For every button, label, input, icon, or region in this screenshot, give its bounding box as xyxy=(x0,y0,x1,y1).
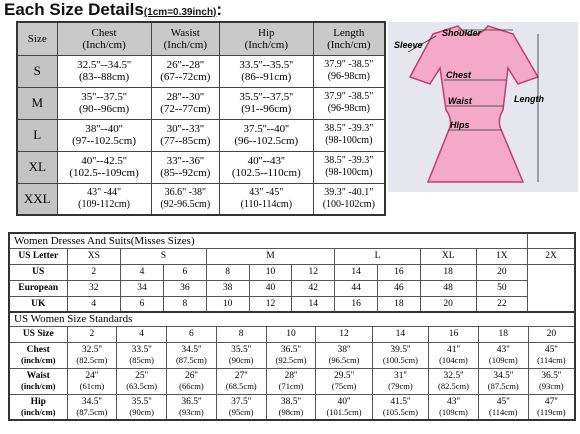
cell: 40'' (101.5cm) xyxy=(316,394,372,420)
cell: 41.5'' (105.5cm) xyxy=(372,394,428,420)
cell: 48 xyxy=(420,280,476,296)
us-chest-row xyxy=(9,342,575,368)
size-cell: 6 xyxy=(167,326,217,342)
cell: 6 xyxy=(121,296,164,312)
size-cell: 8 xyxy=(216,326,266,342)
row-label: US xyxy=(9,264,67,280)
women-dresses-table xyxy=(8,232,576,313)
size-chart-header-row xyxy=(17,22,385,55)
cell: 29.5'' (75cm) xyxy=(316,368,372,394)
size-chart-table xyxy=(16,21,386,216)
cell: 34.5'' (87.5cm) xyxy=(167,342,217,368)
length-cell: 38.5" -39.3" (98-100cm) xyxy=(313,151,385,183)
wd-letter-row xyxy=(9,248,575,264)
waist-cell: 28''--30'' (72--77cm) xyxy=(151,87,219,119)
cell: 36.5'' (93cm) xyxy=(528,368,575,394)
chest-cell: 40''--42.5'' (102.5--109cm) xyxy=(57,151,151,183)
header-length: Length (Inch/cm) xyxy=(313,22,385,55)
us-caption-row xyxy=(9,312,575,326)
cell: 35.5'' (90cm) xyxy=(117,394,167,420)
letter-xs: XS xyxy=(67,248,121,264)
cell: 38'' (96.5cm) xyxy=(316,342,372,368)
hip-cell: 33.5''--35.5'' (86--91cm) xyxy=(220,55,314,87)
length-cell: 37.9" -38.5" (96-98cm) xyxy=(313,55,385,87)
hips-label: Hips xyxy=(450,120,470,130)
cell: 20 xyxy=(476,264,528,280)
cell: 27'' (68.5cm) xyxy=(216,368,266,394)
sleeve-label: Sleeve xyxy=(394,40,423,50)
waist-cell: 33''--36'' (85--92cm) xyxy=(151,151,219,183)
cell: 28'' (71cm) xyxy=(266,368,316,394)
size-row-xxl xyxy=(17,183,385,215)
wd-caption: Women Dresses And Suits(Misses Sizes) xyxy=(9,233,528,248)
cell: 43'' (109cm) xyxy=(429,394,479,420)
us-waist-row xyxy=(9,368,575,394)
row-label: European xyxy=(9,280,67,296)
chest-label: Chest xyxy=(446,70,472,80)
cell: 14 xyxy=(292,296,335,312)
dress-measurement-diagram xyxy=(388,22,578,192)
chest-cell: 38''--40'' (97--102.5cm) xyxy=(57,119,151,151)
hip-cell: 37.5''--40'' (96--102.5cm) xyxy=(220,119,314,151)
cell: 31'' (79cm) xyxy=(372,368,428,394)
header-size: Size xyxy=(17,22,57,55)
size-label: XXL xyxy=(17,183,57,215)
cell: 10 xyxy=(249,264,292,280)
chest-cell: 43" -44" (109-112cm) xyxy=(57,183,151,215)
cell: 42 xyxy=(292,280,335,296)
size-cell: 4 xyxy=(117,326,167,342)
cell: 20 xyxy=(420,296,476,312)
letter-xl: XL xyxy=(420,248,476,264)
title-main: Each Size Details xyxy=(4,0,144,19)
size-label: L xyxy=(17,119,57,151)
cell: 43'' (109cm) xyxy=(478,342,528,368)
waist-cell: 26''--28'' (67--72cm) xyxy=(151,55,219,87)
cell: 18 xyxy=(377,296,420,312)
letter-l: L xyxy=(335,248,421,264)
length-cell: 39.3" -40.1" (100-102cm) xyxy=(313,183,385,215)
cell: 22 xyxy=(476,296,528,312)
cell: 44 xyxy=(335,280,378,296)
cell: 12 xyxy=(292,264,335,280)
cell: 45'' (114cm) xyxy=(478,394,528,420)
hip-cell: 40''--43'' (102.5--110cm) xyxy=(220,151,314,183)
row-label: Hip (inch/cm) xyxy=(9,394,67,420)
cell: 18 xyxy=(420,264,476,280)
cell: 47'' (119cm) xyxy=(528,394,575,420)
cell: 16 xyxy=(335,296,378,312)
cell: 36.5'' (92.5cm) xyxy=(266,342,316,368)
length-cell: 38.5" -39.3" (98-100cm) xyxy=(313,119,385,151)
letter-2x: 2X xyxy=(528,248,575,264)
us-women-size-table xyxy=(8,311,576,421)
size-cell: 12 xyxy=(316,326,372,342)
wd-letter-label: US Letter xyxy=(9,248,67,264)
header-chest: Chest (Inch/cm) xyxy=(57,22,151,55)
wd-european-row xyxy=(9,280,575,296)
row-label: Chest (inch/cm) xyxy=(9,342,67,368)
cell: 36.5'' (93cm) xyxy=(167,394,217,420)
size-cell: 20 xyxy=(528,326,575,342)
cell: 40 xyxy=(249,280,292,296)
row-label: Waist (inch/cm) xyxy=(9,368,67,394)
us-caption: US Women Size Standards xyxy=(9,312,575,326)
wd-caption-row xyxy=(9,233,575,248)
row-label: UK xyxy=(9,296,67,312)
size-row-s xyxy=(17,55,385,87)
size-row-xl xyxy=(17,151,385,183)
size-label: M xyxy=(17,87,57,119)
letter-1x: 1X xyxy=(476,248,528,264)
cell: 34 xyxy=(121,280,164,296)
cell: 12 xyxy=(249,296,292,312)
cell: 25'' (63.5cm) xyxy=(117,368,167,394)
cell: 6 xyxy=(163,264,206,280)
cell: 45'' (114cm) xyxy=(528,342,575,368)
shoulder-label: Shoulder xyxy=(442,28,482,38)
us-size-label: US Size xyxy=(9,326,67,342)
size-label: XL xyxy=(17,151,57,183)
size-cell: 2 xyxy=(67,326,117,342)
chest-cell: 32.5''--34.5'' (83--88cm) xyxy=(57,55,151,87)
cell: 36 xyxy=(163,280,206,296)
chest-cell: 35''--37.5'' (90--96cm) xyxy=(57,87,151,119)
cell: 16 xyxy=(377,264,420,280)
us-size-row xyxy=(9,326,575,342)
letter-s: S xyxy=(121,248,207,264)
cell: 38 xyxy=(206,280,249,296)
cell: 39.5'' (100.5cm) xyxy=(372,342,428,368)
letter-m: M xyxy=(206,248,334,264)
size-cell: 18 xyxy=(478,326,528,342)
size-cell: 10 xyxy=(266,326,316,342)
cell: 34.5'' (87.5cm) xyxy=(67,394,117,420)
cell: 14 xyxy=(335,264,378,280)
length-label: Length xyxy=(514,94,544,104)
size-row-l xyxy=(17,119,385,151)
size-label: S xyxy=(17,55,57,87)
cell: 41'' (104cm) xyxy=(429,342,479,368)
cell: 24'' (61cm) xyxy=(67,368,117,394)
cell: 50 xyxy=(476,280,528,296)
size-row-m xyxy=(17,87,385,119)
cell: 8 xyxy=(163,296,206,312)
hip-cell: 43" -45" (110-114cm) xyxy=(220,183,314,215)
cell: 2 xyxy=(67,264,121,280)
header-waist: Wasist (Inch/cm) xyxy=(151,22,219,55)
cell: 32.5'' (82.5cm) xyxy=(429,368,479,394)
cell: 46 xyxy=(377,280,420,296)
waist-label: Waist xyxy=(448,96,472,106)
title-colon: : xyxy=(216,0,223,19)
cell: 10 xyxy=(206,296,249,312)
us-hip-row xyxy=(9,394,575,420)
title-note: (1cm=0.39inch) xyxy=(143,7,217,18)
waist-cell: 30''--33'' (77--85cm) xyxy=(151,119,219,151)
cell: 38.5'' (98cm) xyxy=(266,394,316,420)
cell: 8 xyxy=(206,264,249,280)
size-cell: 16 xyxy=(429,326,479,342)
length-cell: 37.9" -38.5" (96-98cm) xyxy=(313,87,385,119)
cell: 26'' (66cm) xyxy=(167,368,217,394)
cell: 34.5'' (87.5cm) xyxy=(478,368,528,394)
cell: 4 xyxy=(67,296,121,312)
cell: 4 xyxy=(121,264,164,280)
page-title xyxy=(4,0,222,20)
hip-cell: 35.5''--37.5'' (91--96cm) xyxy=(220,87,314,119)
cell: 32.5'' (82.5cm) xyxy=(67,342,117,368)
cell: 37.5'' (95cm) xyxy=(216,394,266,420)
size-cell: 14 xyxy=(372,326,428,342)
cell: 33.5'' (85cm) xyxy=(117,342,167,368)
wd-uk-row xyxy=(9,296,575,312)
header-hip: Hip (Inch/cm) xyxy=(220,22,314,55)
waist-cell: 36.6" -38" (92-96.5cm) xyxy=(151,183,219,215)
cell: 32 xyxy=(67,280,121,296)
wd-us-row xyxy=(9,264,575,280)
cell: 35.5'' (90cm) xyxy=(216,342,266,368)
